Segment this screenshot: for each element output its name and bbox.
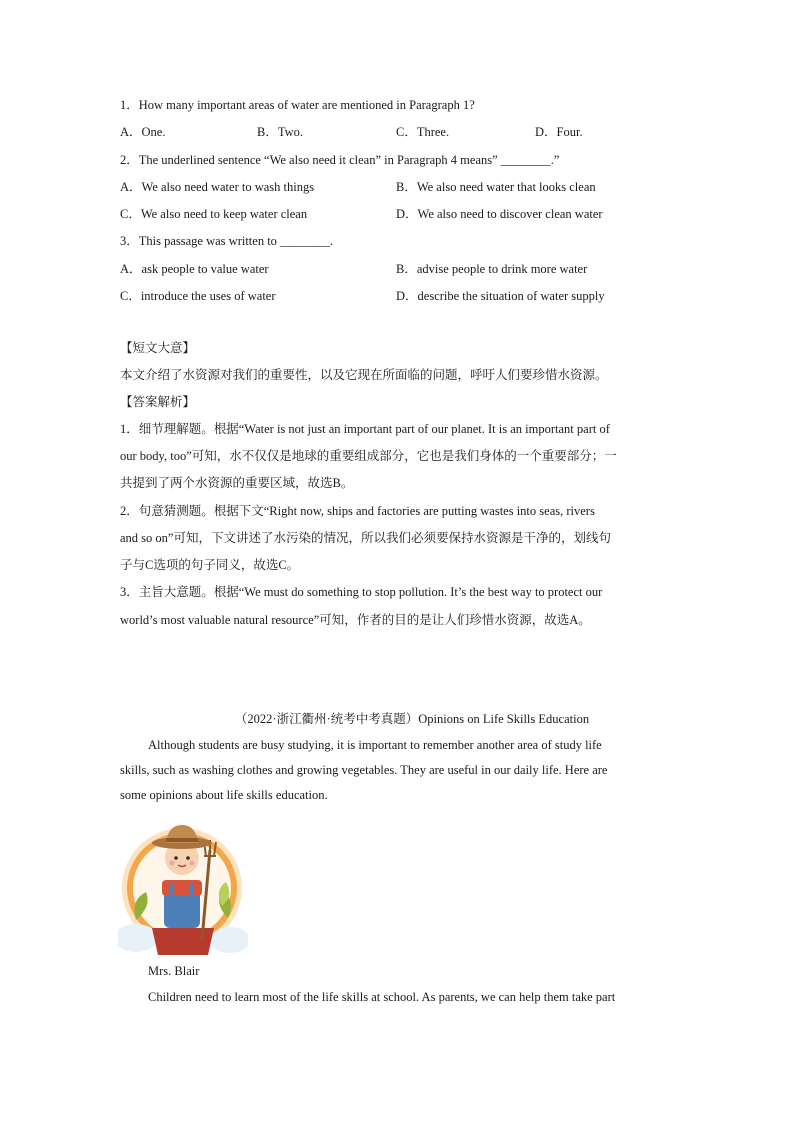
passage-intro-line: Although students are busy studying, it is important to remember another area of study life — [148, 738, 602, 752]
question-2-option-a: A．We also need water to wash things — [120, 180, 315, 194]
question-2-option-c: C．We also need to keep water clean — [120, 207, 308, 221]
analysis-line: 1．细节理解题。根据“Water is not just an important part of our planet. It is an important part of — [120, 422, 610, 436]
analysis-line: our body, too”可知，水不仅仅是地球的重要组成部分，它也是我们身体的一个重要部分；一 — [120, 449, 617, 463]
question-2-option-d: D．We also need to discover clean water — [396, 207, 603, 221]
analysis-heading: 【答案解析】 — [120, 395, 196, 409]
question-3-option-c: C．introduce the uses of water — [120, 289, 276, 303]
summary-text: 本文介绍了水资源对我们的重要性，以及它现在所面临的问题，呼吁人们要珍惜水资源。 — [120, 368, 608, 382]
question-3-stem: 3．This passage was written to ________. — [120, 234, 334, 248]
speaker-name: Mrs. Blair — [148, 964, 200, 978]
farmer-boy-illustration — [118, 810, 248, 955]
question-1-option-b: B．Two. — [257, 125, 304, 139]
analysis-line: world’s most valuable natural resource”可知，作者的目的是让人们珍惜水资源，故选A。 — [120, 613, 591, 627]
summary-heading: 【短文大意】 — [120, 341, 196, 355]
analysis-line: 2．句意猜测题。根据下文“Right now, ships and factories are putting wastes into seas, rivers — [120, 504, 595, 518]
question-3-option-a: A．ask people to value water — [120, 262, 269, 276]
analysis-line: and so on”可知，下文讲述了水污染的情况，所以我们必须要保持水资源是干净的，划线句 — [120, 531, 611, 545]
question-2-option-b: B．We also need water that looks clean — [396, 180, 596, 194]
passage-intro-line: some opinions about life skills education. — [120, 788, 328, 802]
passage-title: （2022·浙江衢州·统考中考真题）Opinions on Life Skills Education — [234, 712, 590, 726]
analysis-line: 共提到了两个水资源的重要区域，故选B。 — [120, 476, 354, 490]
question-1-option-d: D．Four. — [535, 125, 583, 139]
question-1-option-a: A．One. — [120, 125, 166, 139]
analysis-line: 3．主旨大意题。根据“We must do something to stop pollution. It’s the best way to protect our — [120, 585, 603, 599]
question-1-stem: 1．How many important areas of water are mentioned in Paragraph 1? — [120, 98, 475, 112]
question-1-option-c: C．Three. — [396, 125, 450, 139]
passage-intro-line: skills, such as washing clothes and growing vegetables. They are useful in our daily life. Here are — [120, 763, 608, 777]
analysis-line: 子与C选项的句子同义，故选C。 — [120, 558, 300, 572]
question-3-option-d: D．describe the situation of water supply — [396, 289, 605, 303]
question-2-stem: 2．The underlined sentence “We also need it clean” in Paragraph 4 means” ________.” — [120, 153, 560, 167]
question-3-option-b: B．advise people to drink more water — [396, 262, 588, 276]
speaker-text: Children need to learn most of the life skills at school. As parents, we can help them take part — [148, 990, 616, 1004]
